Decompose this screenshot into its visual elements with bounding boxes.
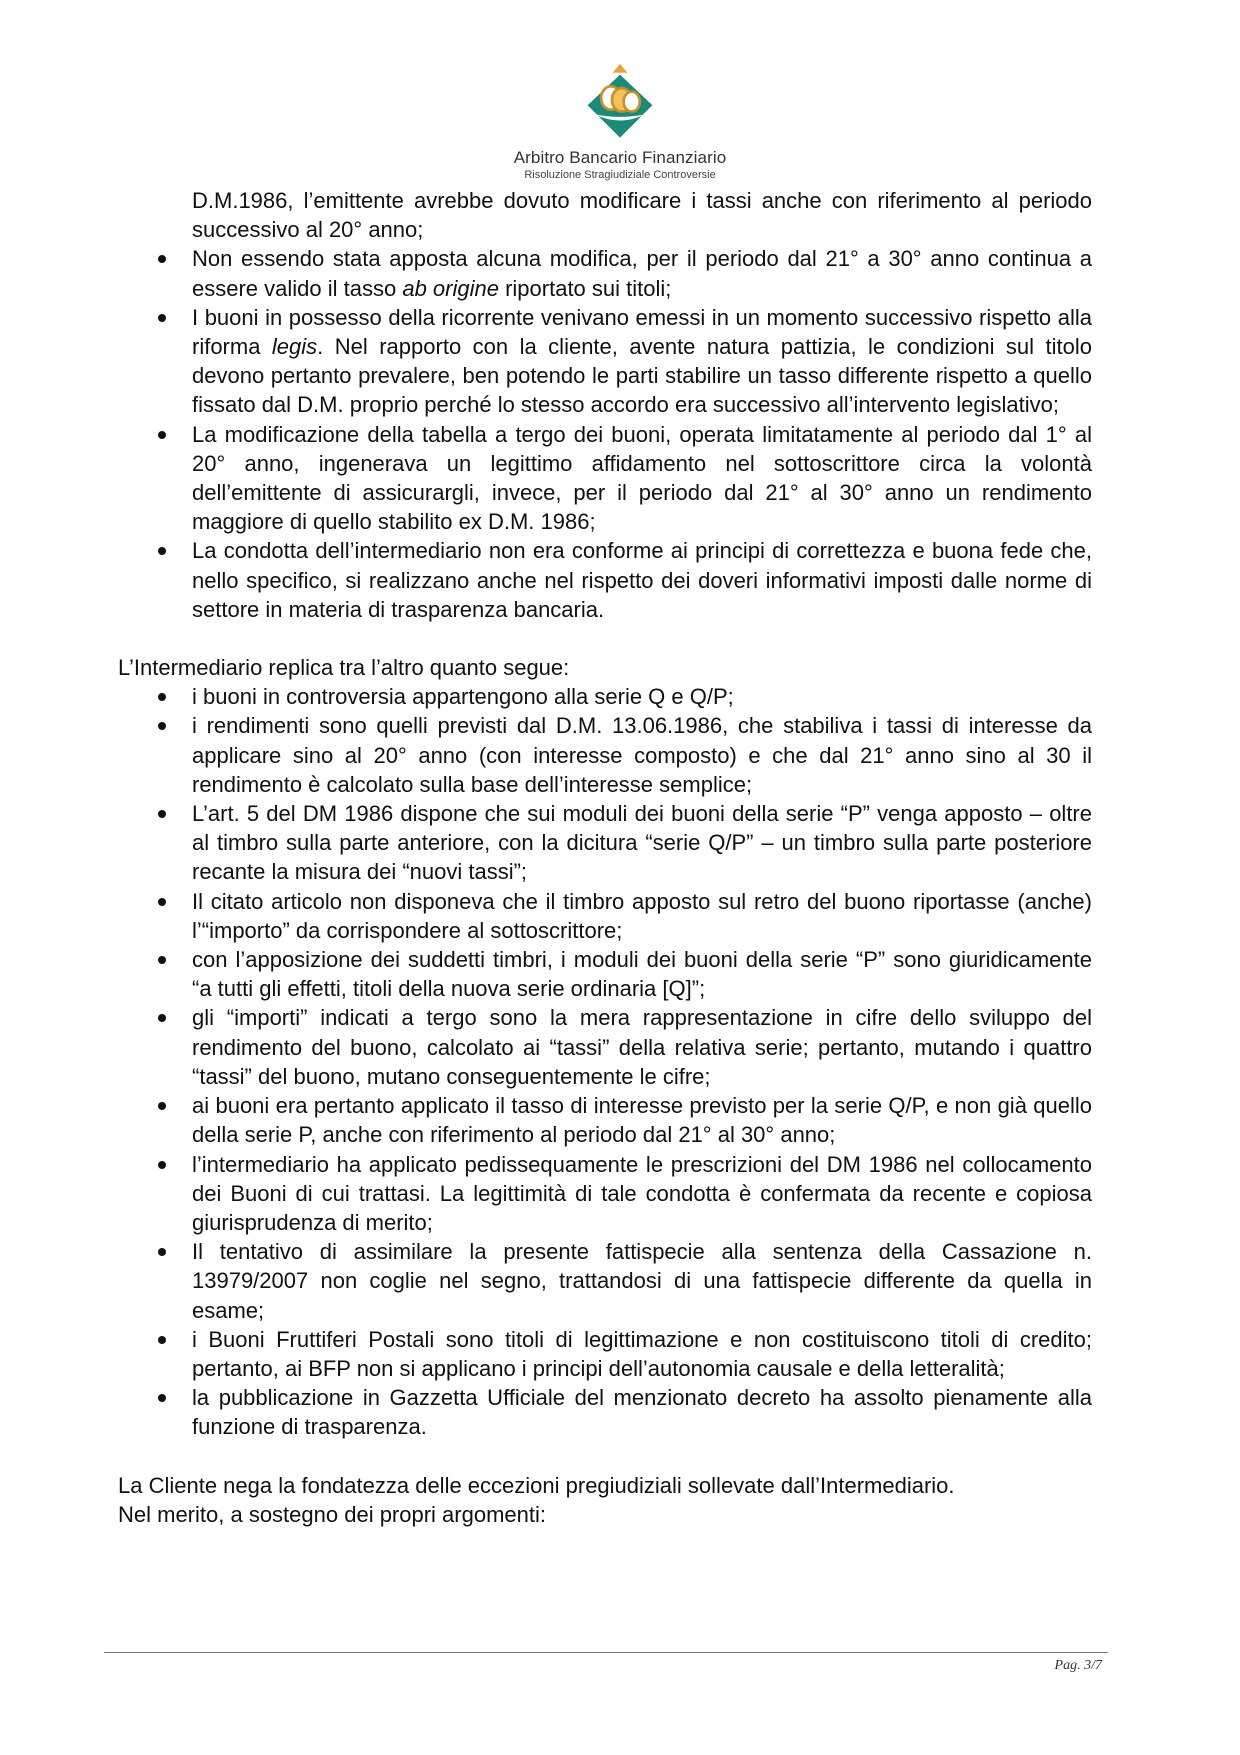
bullet-continuation: D.M.1986, l’emittente avrebbe dovuto modificare i tassi anche con riferimento al periodo successivo al 20° anno; (192, 188, 1092, 243)
bullet-icon (158, 810, 166, 818)
bullet-icon (158, 693, 166, 701)
item-text: con l’apposizione dei suddetti timbri, i moduli dei buoni della serie “P” sono giuridicamente “a tutti gli effetti, titoli della nuova serie ordinaria [Q]”; (192, 947, 1092, 1002)
document-body (118, 186, 1092, 1529)
list-item (118, 1091, 1092, 1149)
bullet-icon (158, 1248, 166, 1256)
list-item (118, 420, 1092, 537)
list-item (118, 799, 1092, 887)
bullet-icon (158, 898, 166, 906)
item-text: gli “importi” indicati a tergo sono la mera rappresentazione in cifre dello sviluppo del rendimento del buono, calcolato ai “tassi” della relativa serie; pertanto, mutando i quattro “tassi” del buono, mutano conseguentemente le cifre; (192, 1005, 1092, 1089)
item-text: Non essendo stata apposta alcuna modifica, per il periodo dal 21° a 30° anno continua a essere valido il tasso (192, 246, 1092, 301)
client-response-line: La Cliente nega la fondatezza delle eccezioni pregiudiziali sollevate dall’Intermediario. (118, 1472, 955, 1498)
item-text: i rendimenti sono quelli previsti dal D.M. 13.06.1986, che stabiliva i tassi di interesse da applicare sino al 20° anno (con interesse composto) e che dal 21° anno sino al 30 il rendimento è calcolato sulla base dell’interesse semplice; (192, 713, 1092, 797)
logo-coin-right (624, 92, 640, 112)
abf-logo-icon (575, 62, 665, 152)
item-text: La condotta dell’intermediario non era conforme ai principi di correttezza e buona fede che, nello specifico, si realizzano anche nel rispetto dei doveri informativi imposti dalle norme di settore in materia di trasparenza bancaria. (192, 538, 1092, 622)
merit-intro-line: Nel merito, a sostegno dei propri argomenti: (118, 1501, 546, 1527)
list-item (118, 945, 1092, 1003)
bullet-icon (158, 1102, 166, 1110)
bullet-icon (158, 314, 166, 322)
bullet-icon (158, 1336, 166, 1344)
italic-term: ab origine (402, 275, 499, 301)
list-item (118, 244, 1092, 302)
list-item (118, 682, 1092, 711)
org-name: Arbitro Bancario Finanziario (513, 148, 727, 167)
bullet-icon (158, 255, 166, 263)
intermediary-replies-list (118, 682, 1092, 1441)
bullet-icon (158, 1014, 166, 1022)
item-text: I buoni in possesso della ricorrente venivano emessi in un momento successivo rispetto alla riforma (192, 304, 1092, 360)
item-text: ai buoni era pertanto applicato il tasso di interesse previsto per la serie Q/P, e non già quello della serie P, anche con riferimento al periodo dal 21° al 30° anno; (192, 1093, 1092, 1148)
claimant-arguments-list (118, 244, 1092, 624)
bullet-icon (158, 547, 166, 555)
list-item (118, 887, 1092, 945)
item-text: Il tentativo di assimilare la presente fattispecie alla sentenza della Cassazione n. 13979/2007 non coglie nel segno, trattandosi di una fattispecie differente da quella in esame; (192, 1239, 1092, 1323)
item-text: riportato sui titoli; (498, 275, 672, 301)
item-text: La modificazione della tabella a tergo dei buoni, operata limitatamente al periodo dal 1° al 20° anno, ingenerava un legittimo affidamento nel sottoscrittore circa la volontà dell’emittente di assicurargli, invece, per il periodo dal 21° al 30° anno un rendimento maggiore di quello stabilito ex D.M. 1986; (192, 421, 1092, 535)
list-item (118, 1325, 1092, 1383)
bullet-icon (158, 431, 166, 439)
page-number: Pag. 3/7 (1054, 1658, 1102, 1673)
item-text: Il citato articolo non disponeva che il timbro apposto sul retro del buono riportasse (anche) l’“importo” da corrispondere al sottoscrittore; (192, 888, 1092, 943)
italic-term: legis (271, 334, 318, 360)
item-text: i buoni in controversia appartengono alla serie Q e Q/P; (192, 684, 734, 710)
list-item (118, 1150, 1092, 1238)
page-header (0, 62, 1240, 181)
bullet-icon (158, 956, 166, 964)
footer-divider (104, 1652, 1108, 1653)
list-item (118, 1237, 1092, 1325)
item-text: L’art. 5 del DM 1986 dispone che sui moduli dei buoni della serie “P” venga apposto – oltre al timbro sulla parte anteriore, con la dicitura “serie Q/P” – un timbro sulla parte posteriore recante la misura dei “nuovi tassi”; (192, 801, 1092, 885)
list-item (118, 711, 1092, 799)
logo-roof (613, 64, 627, 73)
bullet-icon (158, 1161, 166, 1169)
list-item (118, 536, 1092, 624)
list-item (118, 1383, 1092, 1441)
bullet-icon (158, 1394, 166, 1402)
item-text: la pubblicazione in Gazzetta Ufficiale del menzionato decreto ha assolto pienamente alla funzione di trasparenza. (192, 1385, 1092, 1440)
list-item (118, 1003, 1092, 1091)
item-text: l’intermediario ha applicato pedissequamente le prescrizioni del DM 1986 nel collocamento dei Buoni di cui trattasi. La legittimità di tale condotta è confermata da recente e copiosa giurisprudenza di merito; (192, 1151, 1092, 1235)
org-subtitle: Risoluzione Stragiudiziale Controversie (524, 169, 716, 181)
item-text: . Nel rapporto con la cliente, avente natura pattizia, le condizioni sul titolo devono pertanto prevalere, ben potendo le parti stabilire un tasso differente rispetto a quello fissato dal D.M. proprio perché lo stesso accordo era successivo all’intervento legislativo; (192, 334, 1092, 418)
item-text: i Buoni Fruttiferi Postali sono titoli di legittimazione e non costituiscono titoli di credito; pertanto, ai BFP non si applicano i principi dell’autonomia causale e della letteralità; (192, 1326, 1092, 1381)
intermediary-intro: L’Intermediario replica tra l’altro quanto segue: (118, 655, 570, 681)
list-item (118, 303, 1092, 420)
bullet-icon (158, 722, 166, 730)
